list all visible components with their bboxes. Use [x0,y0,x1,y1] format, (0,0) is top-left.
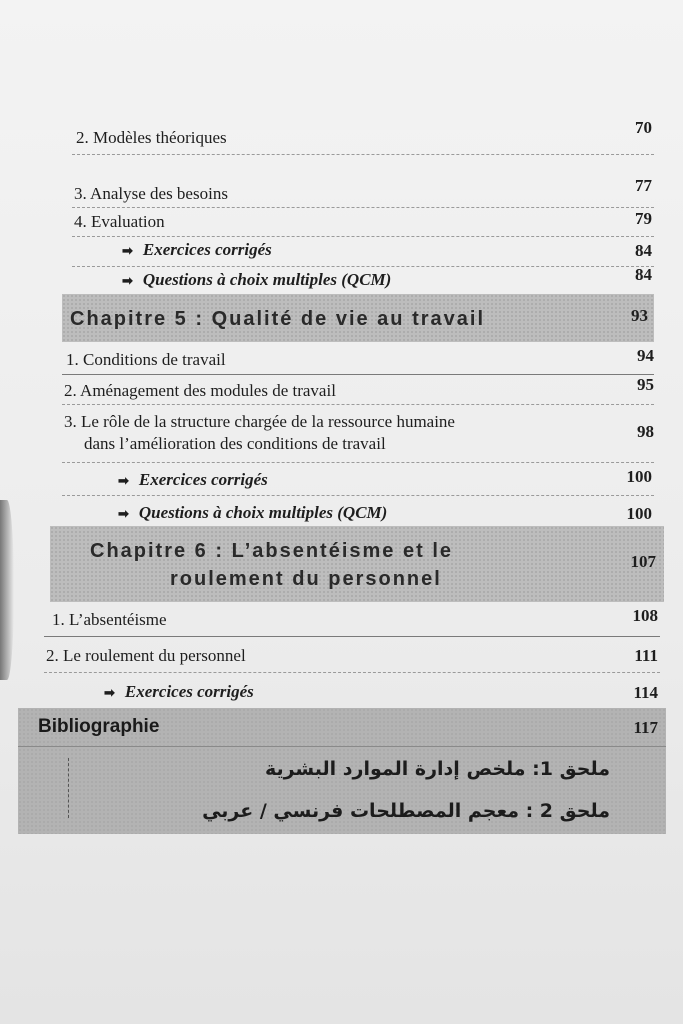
arrow-icon: ➡ [122,273,133,288]
toc-entry-label: 1. L’absentéisme [52,610,167,629]
divider [72,207,654,208]
bibliography-row [18,708,666,747]
chapter-title-line1: Chapitre 6 : L’absentéisme et le [90,540,453,562]
toc-entry-page: 95 [637,375,654,394]
arrow-icon: ➡ [118,506,129,521]
chapter-6-header [50,526,664,602]
divider [62,495,654,496]
toc-entry-label: 4. Evaluation [74,212,165,231]
page-edge-shadow [0,500,14,680]
divider [62,462,654,463]
toc-entry-role-structure [62,412,654,456]
divider [72,236,654,237]
toc-entry-page: 100 [626,504,652,523]
margin-mark [68,758,69,818]
toc-entry-exercices-ch6 [104,682,658,703]
chapter-title: Chapitre 5 : Qualité de vie au travail [70,308,486,330]
divider [44,636,660,637]
toc-entry-absenteisme [52,606,658,630]
toc-entry-label: 2. Aménagement des modules de travail [64,381,336,400]
toc-entry-exercices-ch5 [118,467,652,491]
divider [44,672,660,673]
toc-entry-modeles-theoriques [76,118,652,148]
toc-entry-page: 111 [634,646,658,665]
toc-entry-label: 2. Le roulement du personnel [46,646,246,665]
toc-entry-page: 98 [637,422,654,441]
toc-entry-label: Exercices corrigés [142,240,272,259]
bibliography-annexes-block [18,708,666,834]
toc-entry-page: 108 [632,606,658,625]
bibliography-page: 117 [633,718,658,737]
toc-entry-exercices-ch4 [122,240,652,261]
toc-entry-label: Exercices corrigés [124,682,254,701]
toc-entry-label: Questions à choix multiples (QCM) [142,270,392,289]
toc-entry-label: 3. Analyse des besoins [74,184,228,203]
toc-entry-label-line2: dans l’amélioration des conditions de travail [84,434,386,453]
arrow-icon: ➡ [122,243,133,258]
toc-entry-label: Exercices corrigés [138,470,268,489]
toc-entry-analyse-besoins [74,176,652,204]
toc-entry-page: 84 [635,241,652,260]
toc-entry-conditions-travail [66,346,654,370]
chapter-5-header [62,294,654,342]
toc-entry-page: 70 [635,118,652,137]
toc-entry-page: 77 [635,176,652,195]
toc-entry-page: 100 [626,467,652,486]
toc-entry-page: 94 [637,346,654,365]
toc-entry-page: 84 [635,265,652,284]
toc-entry-page: 114 [633,683,658,702]
chapter-page: 107 [630,552,656,571]
divider [62,404,654,405]
toc-entry-label: 2. Modèles théoriques [76,128,227,147]
arrow-icon: ➡ [118,473,129,488]
toc-entry-amenagement [64,375,654,401]
divider [62,374,654,375]
divider [72,154,654,155]
toc-entry-label: Questions à choix multiples (QCM) [138,503,388,522]
toc-entry-qcm-ch4 [122,265,652,291]
toc-entry-label-line1: 3. Le rôle de la structure chargée de la ressource humaine [64,412,455,431]
toc-entry-evaluation [74,209,652,232]
chapter-title-line2: roulement du personnel [170,568,442,590]
toc-entry-qcm-ch5 [118,503,652,524]
chapter-page: 93 [631,306,648,325]
toc-entry-roulement [46,646,658,666]
annex-1-label: ملحق 1: ملخص إدارة الموارد البشرية [264,758,610,780]
bibliography-label: Bibliographie [38,716,160,737]
divider [72,266,654,267]
toc-entry-page: 79 [635,209,652,228]
annex-2-label: ملحق 2 : معجم المصطلحات فرنسي / عربي [202,800,610,822]
toc-entry-label: 1. Conditions de travail [66,350,226,369]
arrow-icon: ➡ [104,685,115,700]
